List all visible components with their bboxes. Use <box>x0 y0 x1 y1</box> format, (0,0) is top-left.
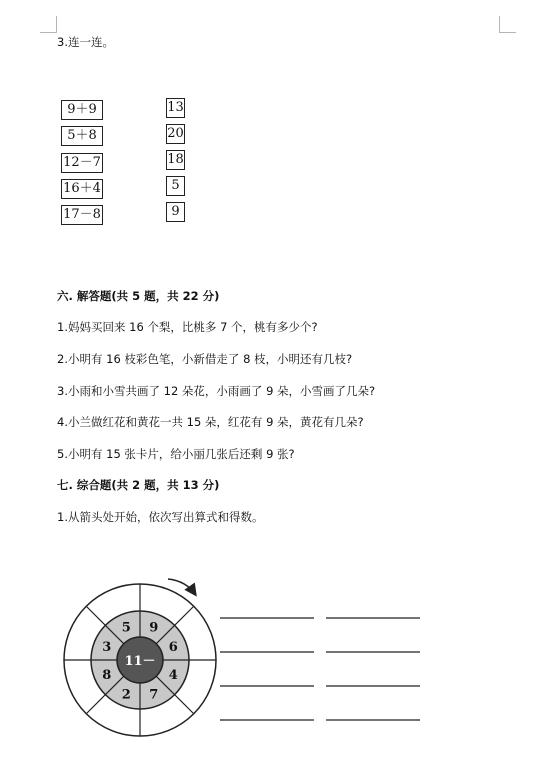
expression-box: 17－8 <box>61 205 103 225</box>
wheel-number: 9 <box>149 620 159 636</box>
result-box: 9 <box>166 202 185 222</box>
wheel-number: 7 <box>149 687 159 703</box>
result-box: 13 <box>166 98 185 118</box>
wheel-number: 3 <box>102 640 112 656</box>
match-heading: 3.连一连。 <box>57 35 114 49</box>
wheel-number: 2 <box>121 687 131 703</box>
wheel-number: 4 <box>168 667 178 683</box>
wheel-center-label: 11－ <box>124 654 156 669</box>
question-4: 4.小兰做红花和黄花一共 15 朵，红花有 9 朵，黄花有几朵? <box>57 415 364 429</box>
wheel-number: 8 <box>102 667 112 683</box>
section-heading-comprehensive: 七. 综合题(共 2 题，共 13 分) <box>57 478 220 492</box>
wheel-number: 5 <box>121 620 131 636</box>
question-3: 3.小雨和小雪共画了 12 朵花，小雨画了 9 朵，小雪画了几朵? <box>57 384 376 398</box>
answer-lines <box>220 618 420 720</box>
expression-box: 5＋8 <box>61 126 103 146</box>
expression-box: 9＋9 <box>61 100 103 120</box>
wheel-number: 6 <box>168 640 178 656</box>
result-box: 20 <box>166 124 185 144</box>
result-box: 5 <box>166 176 185 196</box>
expression-box: 16＋4 <box>61 179 103 199</box>
question-5: 5.小明有 15 张卡片，给小丽几张后还剩 9 张? <box>57 447 295 461</box>
expression-box: 12－7 <box>61 153 103 173</box>
section-heading-answers: 六. 解答题(共 5 题，共 22 分) <box>57 289 220 303</box>
question-2: 2.小明有 16 枝彩色笔，小新借走了 8 枝，小明还有几枝? <box>57 352 353 366</box>
question-1: 1.妈妈买回来 16 个梨，比桃多 7 个，桃有多少个? <box>57 320 318 334</box>
result-box: 18 <box>166 150 185 170</box>
question-wheel: 1.从箭头处开始，依次写出算式和得数。 <box>57 510 264 524</box>
